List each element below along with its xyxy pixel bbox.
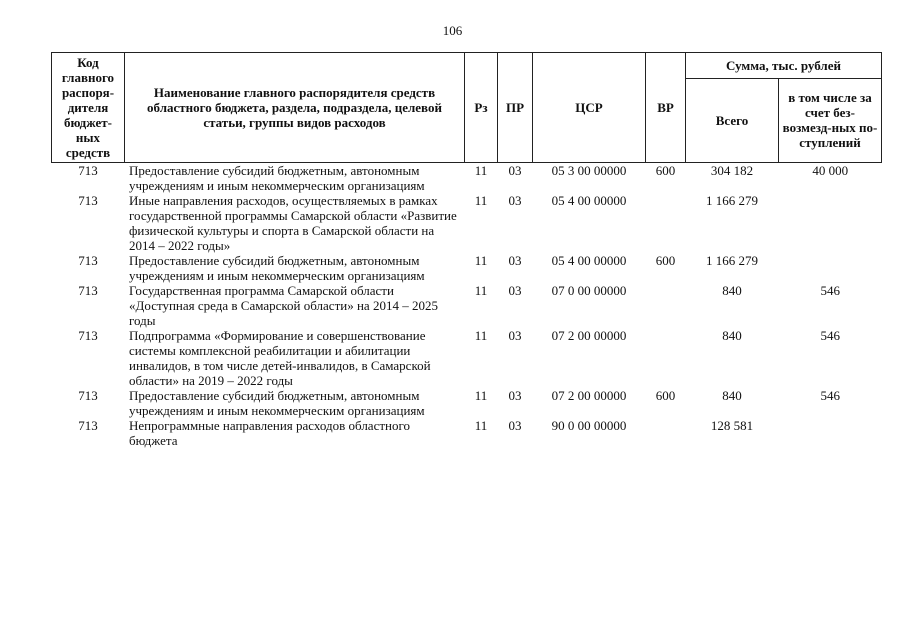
cell-pr: 03 <box>508 418 522 433</box>
cell-csr: 05 3 00 00000 <box>551 163 627 178</box>
cell-csr: 07 0 00 00000 <box>551 283 627 298</box>
cell-code: 713 <box>78 253 98 268</box>
cell-rz: 11 <box>474 418 488 433</box>
cell-code: 713 <box>78 328 98 343</box>
cell-pr: 03 <box>508 193 522 208</box>
cell-pr: 03 <box>508 283 522 298</box>
cell-name: Предоставление субсидий бюджетным, автономным учреждениям и иным некоммерческим организациям <box>129 163 425 193</box>
cell-total: 840 <box>722 283 742 298</box>
cell-code: 713 <box>78 283 98 298</box>
header-name: Наименование главного распорядителя средств областного бюджета, раздела, подраздела, целевой статьи, группы видов расходов <box>125 53 465 163</box>
cell-total: 840 <box>722 388 742 403</box>
header-vr: ВР <box>646 53 686 163</box>
cell-grants: 546 <box>820 328 840 343</box>
cell-pr: 03 <box>508 388 522 403</box>
cell-name: Предоставление субсидий бюджетным, автономным учреждениям и иным некоммерческим организациям <box>129 388 425 418</box>
cell-vr <box>646 418 686 448</box>
header-total: Всего <box>686 78 779 162</box>
cell-code: 713 <box>78 418 98 433</box>
cell-grants <box>779 193 882 253</box>
header-grants: в том числе за счет без-возмезд-ных по-ступлений <box>779 78 882 162</box>
table-row <box>52 163 882 194</box>
cell-name: Предоставление субсидий бюджетным, автономным учреждениям и иным некоммерческим организациям <box>129 253 425 283</box>
header-pr: ПР <box>498 53 533 163</box>
cell-vr: 600 <box>655 163 676 178</box>
budget-table <box>51 52 882 448</box>
cell-vr: 600 <box>655 388 676 403</box>
cell-pr: 03 <box>508 328 522 343</box>
cell-grants <box>779 418 882 448</box>
cell-code: 713 <box>78 193 98 208</box>
cell-rz: 11 <box>474 253 488 268</box>
header-csr: ЦСР <box>533 53 646 163</box>
cell-csr: 90 0 00 00000 <box>551 418 627 433</box>
cell-csr: 07 2 00 00000 <box>551 328 627 343</box>
cell-name: Непрограммные направления расходов областного бюджета <box>129 418 410 448</box>
cell-vr <box>646 328 686 388</box>
table-row <box>52 193 882 253</box>
cell-rz: 11 <box>474 163 488 178</box>
cell-total: 128 581 <box>710 418 754 433</box>
cell-vr <box>646 193 686 253</box>
cell-pr: 03 <box>508 253 522 268</box>
cell-rz: 11 <box>474 388 488 403</box>
cell-total: 840 <box>722 328 742 343</box>
table-row <box>52 388 882 418</box>
header-code: Код главного распоря-дителя бюджет-ных средств <box>52 53 125 163</box>
header-rz: Рз <box>465 53 498 163</box>
cell-code: 713 <box>78 388 98 403</box>
cell-csr: 05 4 00 00000 <box>551 193 627 208</box>
cell-pr: 03 <box>508 163 522 178</box>
cell-vr: 600 <box>655 253 676 268</box>
table-row <box>52 283 882 328</box>
table-row <box>52 328 882 388</box>
cell-name: Иные направления расходов, осуществляемых в рамках государственной программы Самарской области «Развитие физической культуры и спорта в Самарской области на 2014 – 2022 годы» <box>129 193 457 253</box>
cell-total: 304 182 <box>710 163 754 178</box>
cell-vr <box>646 283 686 328</box>
cell-total: 1 166 279 <box>706 253 758 268</box>
cell-total: 1 166 279 <box>706 193 758 208</box>
cell-name: Подпрограмма «Формирование и совершенствование системы комплексной реабилитации и абилитации инвалидов, в том числе детей-инвалидов, в Самарской области» на 2019 – 2022 годы <box>129 328 431 388</box>
cell-grants: 40 000 <box>812 163 849 178</box>
cell-rz: 11 <box>474 193 488 208</box>
cell-code: 713 <box>78 163 98 178</box>
table-row <box>52 253 882 283</box>
cell-rz: 11 <box>474 328 488 343</box>
cell-grants: 546 <box>820 388 840 403</box>
cell-grants: 546 <box>820 283 840 298</box>
cell-rz: 11 <box>474 283 488 298</box>
cell-csr: 05 4 00 00000 <box>551 253 627 268</box>
page-number: 106 <box>442 23 463 38</box>
header-sum: Сумма, тыс. рублей <box>686 53 882 79</box>
cell-grants <box>779 253 882 283</box>
cell-csr: 07 2 00 00000 <box>551 388 627 403</box>
cell-name: Государственная программа Самарской области «Доступная среда в Самарской области» на 2014 – 2025 годы <box>129 283 438 328</box>
table-row <box>52 418 882 448</box>
table-body <box>52 163 882 449</box>
